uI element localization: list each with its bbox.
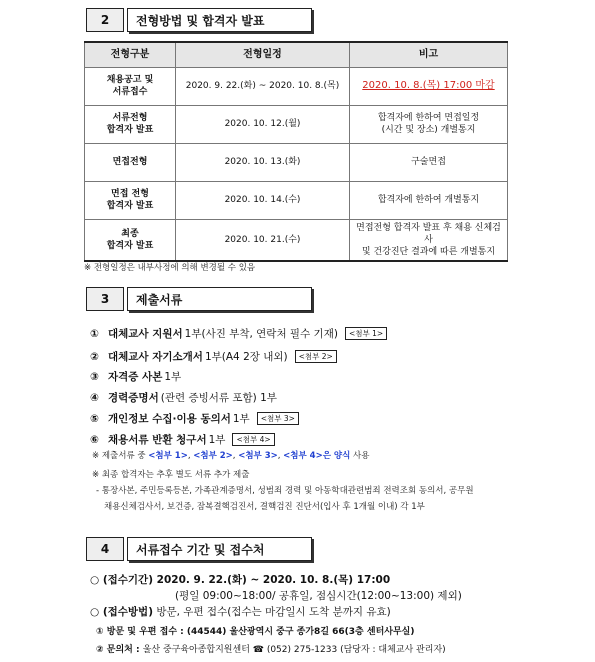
table-row	[85, 67, 508, 105]
note-text: 2020. 10. 8.(목) 17:00 마감	[362, 80, 495, 92]
method-line	[90, 604, 391, 619]
table-row	[85, 219, 508, 261]
attach-link-3[interactable]: <첨부 3>	[238, 451, 278, 461]
note-cell	[350, 143, 508, 181]
date-cell: 2020. 10. 21.(수)	[176, 219, 350, 261]
attachment-badge: <첨부 2>	[295, 350, 337, 363]
section-2-header	[86, 8, 312, 32]
attachment-badge: <첨부 1>	[345, 327, 387, 340]
stage-text: 서류전형	[112, 112, 148, 123]
item-detail: 1부	[208, 434, 226, 446]
note-text: 합격자에 한하여 면접일정	[377, 112, 480, 123]
note-text: 및 건강진단 결과에 따른 개별통지	[361, 246, 496, 257]
note-cell	[350, 219, 508, 261]
section-title: 전형방법 및 합격자 발표	[127, 8, 312, 32]
stage-cell	[85, 67, 176, 105]
date-cell: 2020. 10. 12.(월)	[176, 105, 350, 143]
note-cell	[350, 181, 508, 219]
document-item	[90, 349, 337, 364]
item-name: 경력증명서	[108, 392, 159, 404]
table-row	[85, 181, 508, 219]
stage-text: 채용공고 및	[106, 74, 154, 85]
note-cell	[350, 67, 508, 105]
item-number: ④	[90, 391, 99, 404]
stage-text: 서류접수	[112, 87, 148, 97]
section-title: 제출서류	[127, 287, 312, 311]
item-detail: 1부	[232, 413, 250, 425]
item-number: ⑤	[90, 412, 99, 425]
final-note: ※ 최종 합격자는 추후 별도 서류 추가 제출	[92, 470, 250, 480]
note-text: (시간 및 장소) 개별통지	[381, 125, 476, 135]
section-number: 3	[86, 287, 124, 311]
table-row	[85, 143, 508, 181]
attachment-badge: <첨부 3>	[257, 412, 299, 425]
document-item	[90, 390, 277, 405]
attach-link-4[interactable]: <첨부 4>	[283, 451, 323, 461]
section-number: 2	[86, 8, 124, 32]
header-note: 비고	[350, 42, 508, 67]
item-name: 채용서류 반환 청구서	[108, 434, 207, 446]
period-value: 2020. 9. 22.(화) ~ 2020. 10. 8.(목) 17:00	[153, 574, 391, 586]
section-4-header	[86, 537, 312, 561]
period-sub: (평일 09:00~18:00/ 공휴일, 점심시간(12:00~13:00) 제외)	[175, 590, 462, 602]
form-note: ※ 제출서류 중 <첨부 1>, <첨부 2>, <첨부 3>, <첨부 4>은 양식 사용	[92, 451, 370, 461]
item-number: ①	[90, 327, 99, 340]
header-stage: 전형구분	[85, 42, 176, 67]
stage-text: 합격자 발표	[106, 125, 154, 135]
final-list-line-1: - 통장사본, 주민등록등본, 가족관계증명서, 성범죄 경력 및 아동학대관련범죄 전력조회 동의서, 공무원	[96, 486, 474, 496]
item-detail: (관련 증빙서류 포함) 1부	[160, 392, 277, 404]
item-detail: 1부	[164, 371, 182, 383]
note-text: 면접전형 합격자 발표 후 채용 신체검사	[356, 222, 501, 245]
document-item	[90, 432, 275, 447]
attach-link-2[interactable]: <첨부 2>	[193, 451, 233, 461]
period-line	[90, 572, 390, 587]
note-text: 합격자에 한하여 개별통지	[377, 194, 480, 205]
item-name: 자격증 사본	[108, 371, 163, 383]
item-number: ⑥	[90, 433, 99, 446]
item-name: 대체교사 자기소개서	[108, 351, 203, 363]
stage-text: 면접전형	[112, 156, 148, 167]
stage-text: 합격자 발표	[106, 201, 154, 211]
contact-line	[96, 642, 446, 655]
section-number: 4	[86, 537, 124, 561]
section-3-header	[86, 287, 312, 311]
table-header-row	[85, 42, 508, 67]
stage-cell	[85, 143, 176, 181]
stage-cell	[85, 105, 176, 143]
item-number: ②	[90, 350, 99, 363]
item-name: 대체교사 지원서	[108, 328, 183, 340]
table-row	[85, 105, 508, 143]
stage-text: 면접 전형	[111, 188, 149, 199]
contact-label: ② 문의처 :	[96, 645, 143, 655]
item-detail: 1부(A4 2장 내외)	[204, 351, 288, 363]
attachment-badge: <첨부 4>	[232, 433, 274, 446]
date-cell: 2020. 10. 14.(수)	[176, 181, 350, 219]
method-value: 방문, 우편 접수(접수는 마감일시 도착 분까지 유효)	[153, 606, 391, 618]
note-cell	[350, 105, 508, 143]
stage-cell	[85, 181, 176, 219]
stage-cell	[85, 219, 176, 261]
schedule-table	[84, 41, 508, 262]
date-cell: 2020. 9. 22.(화) ~ 2020. 10. 8.(목)	[176, 67, 350, 105]
final-list-line-2: 채용신체검사서, 보건증, 잠복결핵검진서, 결핵검진 진단서(입사 후 1개월 이내) 각 1부	[104, 502, 425, 512]
date-cell: 2020. 10. 13.(화)	[176, 143, 350, 181]
section-title: 서류접수 기간 및 접수처	[127, 537, 312, 561]
item-number: ③	[90, 370, 99, 383]
item-name: 개인정보 수집·이용 동의서	[108, 413, 231, 425]
document-item	[90, 326, 387, 341]
document-item	[90, 369, 181, 384]
contact-value: 울산 중구육아종합지원센터 ☎ (052) 275-1233 (담당자 : 대체교사 관리자)	[142, 645, 446, 655]
stage-text: 최종	[121, 228, 139, 239]
attach-link-1[interactable]: <첨부 1>	[148, 451, 188, 461]
document-item	[90, 411, 299, 426]
period-label: ○ (접수기간)	[90, 574, 153, 586]
visit-line: ① 방문 및 우편 접수 : (44544) 울산광역시 중구 종가8길 66(3층 센터사무실)	[96, 627, 415, 637]
header-date: 전형일정	[176, 42, 350, 67]
method-label: ○ (접수방법)	[90, 606, 153, 618]
item-detail: 1부(사진 부착, 연락처 필수 기재)	[184, 328, 338, 340]
stage-text: 합격자 발표	[106, 240, 154, 251]
schedule-footnote: ※ 전형일정은 내부사정에 의해 변경될 수 있음	[84, 263, 256, 273]
note-text: 구술면접	[411, 156, 446, 167]
